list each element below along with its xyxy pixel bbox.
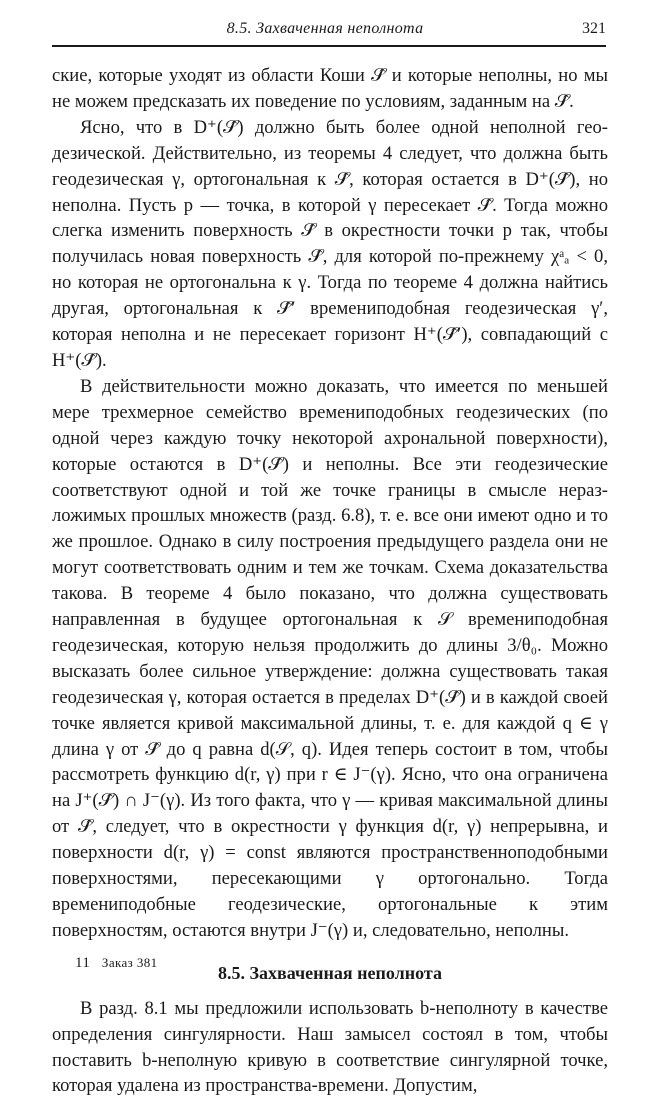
section-heading: 8.5. Захваченная неполнота <box>218 962 442 983</box>
signature-number: 11 <box>75 955 91 971</box>
page-number: 321 <box>582 20 606 37</box>
paragraph-proof-outline: В действительности можно доказать, что имеется по меньшей мере трехмерное семейство времениподобных геодезических (по одной через каждую точку некоторой ахрональной поверхности), которые остаются в D⁺(𝒮̂) и неполны. Все эти геодезические соответствуют одной и той же точке границы в смысле неразложимых прошлых множеств (разд. 6.8), т. е. все они имеют одно и то же прошлое. Однако в силу построения предыдущего раздела они не могут соответствовать одним и тем же точкам. Схема доказательства такова. В теореме 4 было показано, что должна существовать направленная в будущее ортогональная к 𝒮 времениподобная геодезическая, которую нельзя продолжить до длины 3/θ₀. Можно высказать более сильное утверждение: должна существовать такая геодезическая γ, которая остается в пределах D⁺(𝒮̂) и в каждой своей точке является кривой максимальной длины, т. е. для каждой q ∈ γ длина γ от 𝒮̂ до q равна d(𝒮, q). Идея теперь состоит в том, чтобы рассмотреть функцию d(r, γ) при r ∈ J⁻(γ). Ясно, что она ограничена на J⁺(𝒮̂) ∩ J⁻(γ). Из того факта, что γ — кривая максимальной длины от 𝒮̂, следует, что в окрестности γ функция d(r, γ) непрерывна, и поверхности d(r, γ) = const являются пространственноподобными поверхностями, пересекающими γ ортогонально. Тогда времениподобные геодезические, ортогональные к этим поверхностям, остаются внутри J⁻(γ) и, следовательно, неполны. <box>52 375 608 941</box>
running-head-title: 8.5. Захваченная неполнота <box>226 20 424 37</box>
header-rule <box>52 45 606 47</box>
running-head <box>0 0 650 52</box>
paragraph-section-intro: В разд. 8.1 мы предложили использовать b-неполноту в качестве определения сингулярности. Наш замысел состоял в том, чтобы поставить b-неполную кривую в соответствие сингулярной точке, которая удалена из пространства-времени. Допустим, <box>52 997 608 1097</box>
body-text <box>52 63 608 1099</box>
paragraph-geodesics: Ясно, что в D⁺(𝒮̂) должно быть более одной неполной геодезической. Действительно, из теоремы 4 следует, что должна быть геодезическая γ, ортогональная к 𝒮̂, которая остается в D⁺(𝒮̂), но неполна. Пусть p — точка, в которой γ пересекает 𝒮̂. Тогда можно слегка изменить поверхность 𝒮̂ в окрестности точки p так, чтобы получилась новая поверхность 𝒮̂, для которой по-прежнему χᵃₐ < 0, но которая не ортогональна к γ. Тогда по теореме 4 должна найтись другая, ортогональная к 𝒮̂′ времениподобная геодезическая γ′, которая неполна и не пересекает горизонт H⁺(𝒮̂′), совпадающий с H⁺(𝒮̂). <box>52 116 608 371</box>
printer-signature <box>75 955 158 972</box>
paragraph-continuation: ские, которые уходят из области Коши 𝒮̂ и которые неполны, но мы не можем предсказать их поведение по условиям, заданным на 𝒮̂. <box>52 65 608 112</box>
order-number: Заказ 381 <box>101 955 158 970</box>
